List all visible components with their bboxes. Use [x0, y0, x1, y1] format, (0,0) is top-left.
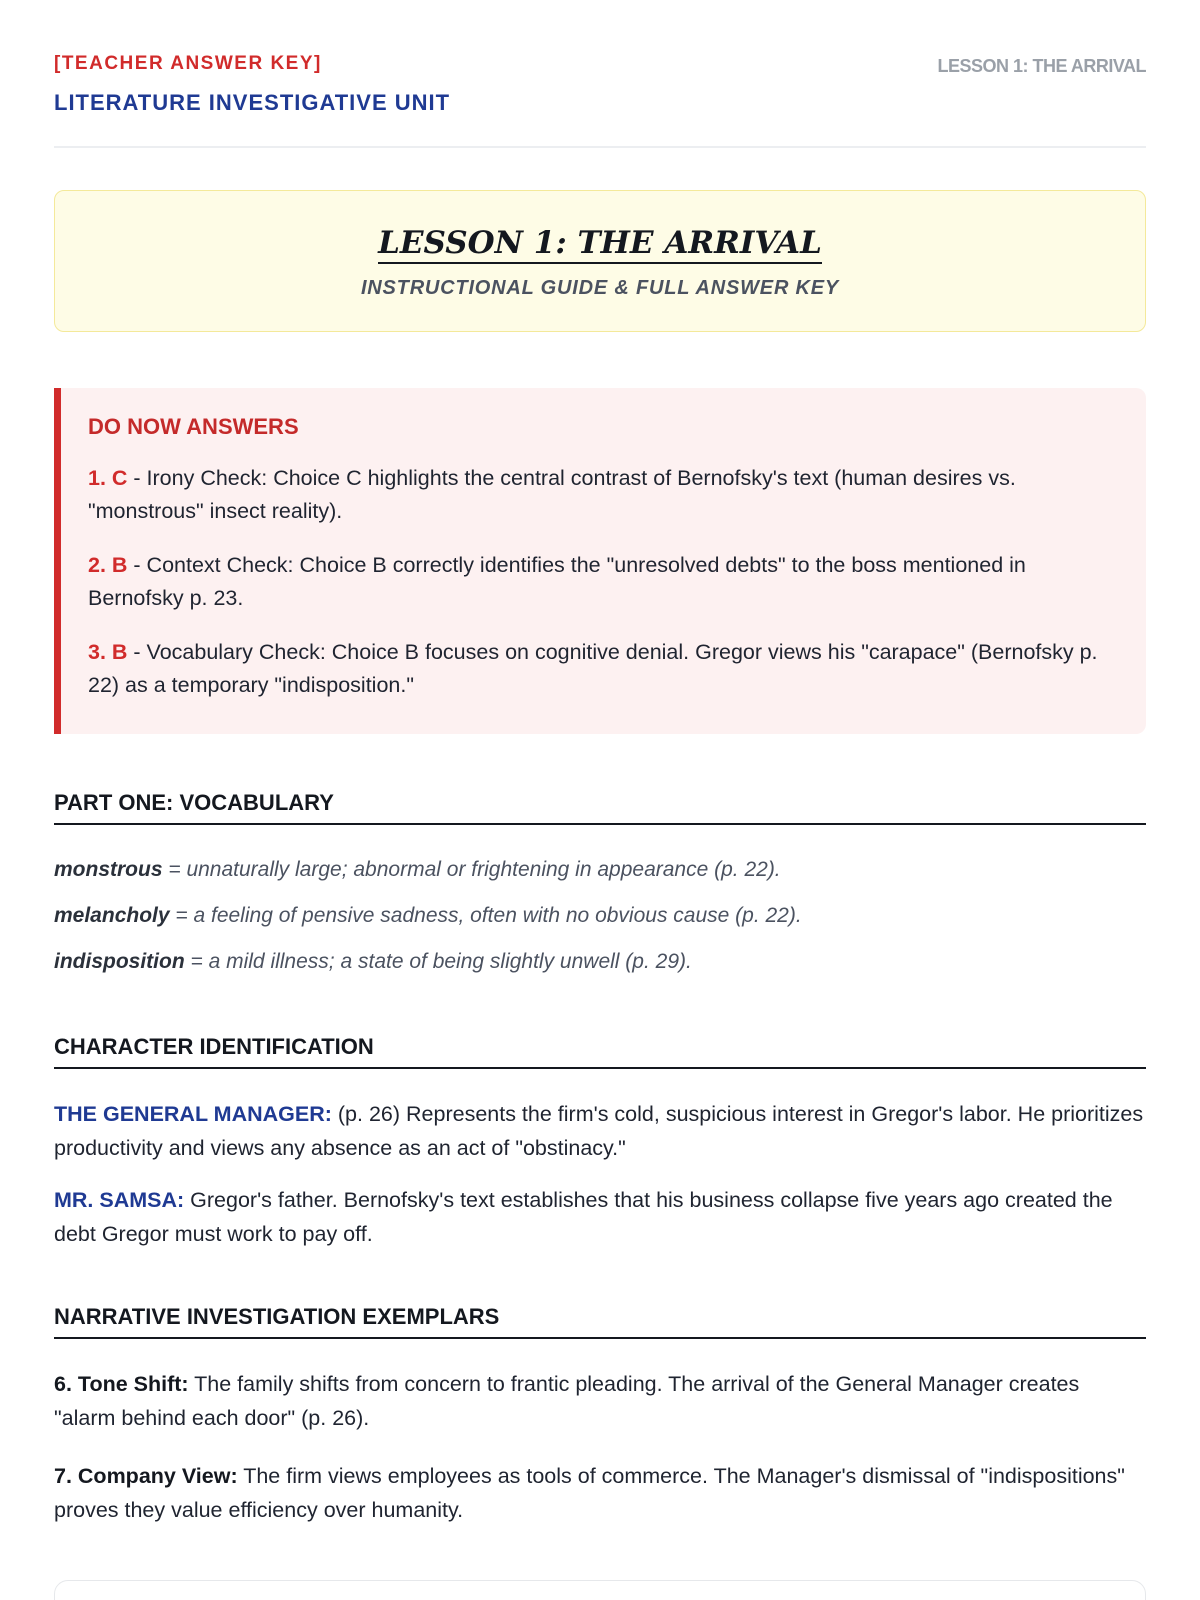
page-header [54, 0, 1146, 148]
exemplars-section [54, 1304, 1146, 1527]
vocab-term: monstrous [54, 858, 163, 881]
do-now-answer [88, 636, 1106, 702]
answer-text: - Vocabulary Check: Choice B focuses on cognitive denial. Gregor views his "carapace" (Bernofsky p. 22) as a temporary "indisposition." [88, 640, 1098, 697]
vocab-term: indisposition [54, 950, 185, 973]
character-entry [54, 1183, 1146, 1251]
unit-title: LITERATURE INVESTIGATIVE UNIT [54, 90, 451, 115]
do-now-answers-box [54, 388, 1146, 734]
next-section-card [54, 1580, 1146, 1600]
vocab-entry [54, 901, 1146, 931]
answer-text: - Irony Check: Choice C highlights the central contrast of Bernofsky's text (human desires vs. "monstrous" insect reality). [88, 466, 1016, 523]
exemplar-label: 7. Company View: [54, 1464, 238, 1488]
lesson-title-box [54, 190, 1146, 332]
vocabulary-heading: PART ONE: VOCABULARY [54, 790, 1146, 825]
answer-number: 1. C [88, 466, 128, 490]
answer-number: 2. B [88, 553, 128, 577]
lesson-subtitle: INSTRUCTIONAL GUIDE & FULL ANSWER KEY [360, 277, 840, 299]
exemplar-text: The firm views employees as tools of commerce. The Manager's dismissal of "indispositions" proves they value efficiency over humanity. [54, 1464, 1125, 1522]
character-entry [54, 1097, 1146, 1165]
vocab-definition: = unnaturally large; abnormal or frightening in appearance (p. 22). [162, 858, 781, 881]
exemplar-entry [54, 1367, 1146, 1435]
do-now-answer [88, 549, 1106, 615]
teacher-key-tag: [TEACHER ANSWER KEY] [54, 53, 322, 74]
lesson-title [55, 225, 1145, 261]
character-section [54, 1034, 1146, 1251]
character-description: (p. 26) Represents the firm's cold, suspicious interest in Gregor's labor. He prioritizes productivity and views any absence as an act of "obstinacy." [54, 1102, 1144, 1160]
exemplars-heading: NARRATIVE INVESTIGATION EXEMPLARS [54, 1304, 1146, 1339]
do-now-title: DO NOW ANSWERS [88, 414, 299, 439]
exemplar-text: The family shifts from concern to frantic pleading. The arrival of the General Manager creates "alarm behind each door" (p. 26). [54, 1372, 1080, 1430]
exemplar-entry [54, 1459, 1146, 1527]
character-name: THE GENERAL MANAGER: [54, 1102, 332, 1126]
vocab-definition: = a feeling of pensive sadness, often with no obvious cause (p. 22). [169, 904, 802, 927]
exemplar-label: 6. Tone Shift: [54, 1372, 189, 1396]
running-header-lesson: LESSON 1: THE ARRIVAL [937, 56, 1146, 76]
answer-text: - Context Check: Choice B correctly identifies the "unresolved debts" to the boss mentioned in Bernofsky p. 23. [88, 553, 1026, 610]
vocab-term: melancholy [54, 904, 170, 927]
vocab-definition: = a mild illness; a state of being slightly unwell (p. 29). [184, 950, 692, 973]
vocab-entry [54, 855, 1146, 885]
vocabulary-section [54, 790, 1146, 977]
character-description: Gregor's father. Bernofsky's text establishes that his business collapse five years ago created the debt Gregor must work to pay off. [54, 1188, 1113, 1246]
answer-number: 3. B [88, 640, 128, 664]
lesson-title-text: LESSON 1: THE ARRIVAL [378, 225, 822, 264]
character-heading: CHARACTER IDENTIFICATION [54, 1034, 1146, 1069]
vocab-entry [54, 947, 1146, 977]
character-name: MR. SAMSA: [54, 1188, 185, 1212]
do-now-answer [88, 462, 1106, 528]
